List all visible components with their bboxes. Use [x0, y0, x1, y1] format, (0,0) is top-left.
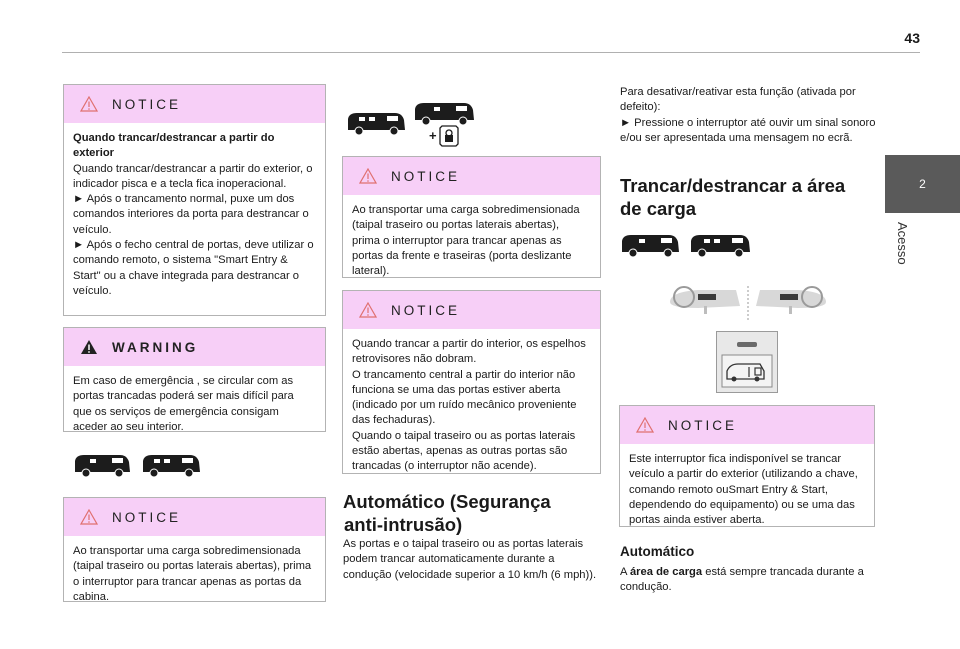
section-title-line: de carga: [620, 198, 697, 219]
lock-switch-icon: [428, 124, 460, 148]
notice-box-5: [619, 405, 875, 527]
van-icon: [345, 110, 407, 136]
intro-line: ► Pressione o interruptor até ouvir um sinal sonoro e/ou ser apresentada uma mensagem no ecrã.: [620, 116, 876, 144]
warning-box: [63, 327, 326, 432]
notice-title: NOTICE: [112, 509, 182, 525]
chapter-number: 2: [919, 177, 926, 191]
notice-line: O trancamento central a partir do interior não funciona se uma das portas estiver aberta (indicado por um ruído mecânico proveniente das fechaduras).: [352, 368, 577, 427]
section-body: [343, 537, 601, 583]
notice-text: Este interruptor fica indisponível se trancar veículo a partir do exterior (utilizando a chave, comando remoto ouSmart Entry & Start, dependendo do equipamento) ou se uma das portas ainda estiver aberta.: [629, 453, 858, 527]
header-rule: [62, 52, 920, 53]
warning-triangle-icon: [80, 339, 98, 355]
svg-text:+: +: [429, 128, 437, 143]
warning-triangle-icon: [359, 302, 377, 318]
section-title-line: Automático (Segurança: [343, 491, 551, 512]
warning-text: Em caso de emergência , se circular com as portas trancadas poderá ser mais difícil para que os serviços de emergência consigam aceder ao seu interior.: [73, 375, 294, 433]
subsection-title-automatic: Automático: [620, 544, 695, 559]
automatic-text-prefix: A: [620, 566, 630, 578]
chapter-label: [892, 222, 912, 292]
notice-line: ► Após o trancamento normal, puxe um dos comandos interiores da porta para destrancar o veículo.: [73, 193, 309, 236]
notice-header: [64, 498, 325, 536]
page-number: 43: [904, 30, 920, 46]
warning-header: [64, 328, 325, 366]
cargo-lock-switch-icon: [716, 331, 778, 393]
warning-triangle-icon: [636, 417, 654, 433]
dashboard-illustration: [668, 284, 828, 324]
notice-header: [64, 85, 325, 123]
van-icon: [619, 232, 681, 258]
notice-heading: Quando trancar/destrancar a partir do exterior: [73, 132, 275, 160]
van-icon: [688, 232, 752, 258]
notice-text: Ao transportar uma carga sobredimensionada (taipal traseiro ou portas laterais abertas), prima o interruptor para trancar apenas as portas da frente e traseiras (porta deslizante lateral).: [352, 204, 580, 278]
notice-line: Quando trancar/destrancar a partir do exterior, o indicador pisca e a tecla fica inoperacional.: [73, 162, 313, 190]
intro-text: [620, 85, 878, 146]
notice-header: [343, 291, 600, 329]
section-title-auto-security: [343, 490, 601, 536]
section-title-line: anti-intrusão): [344, 514, 463, 535]
warning-title: WARNING: [112, 339, 199, 355]
notice-header: [620, 406, 874, 444]
notice-header: [343, 157, 600, 195]
notice-title: NOTICE: [112, 96, 182, 112]
section-text: As portas e o taipal traseiro ou as portas laterais podem trancar automaticamente durante a condução (velocidade superior a 10 km/h (6 mph)).: [343, 538, 597, 581]
automatic-text: [620, 565, 876, 596]
van-icon: [72, 452, 132, 478]
van-icon: [412, 100, 476, 126]
chapter-label-text: Acesso: [895, 222, 910, 265]
notice-line: Quando o taipal traseiro ou as portas laterais estão abertas, apenas as outras portas são trancadas (o interruptor não acende).: [352, 429, 576, 473]
notice-line: ► Após o fecho central de portas, deve utilizar o comando remoto, o sistema "Smart Entry & Start" ou a chave integrada para destrancar o veículo.: [73, 239, 314, 297]
automatic-text-suffix: está sempre trancada durante a condução.: [620, 566, 864, 594]
warning-triangle-icon: [80, 509, 98, 525]
notice-box-2: [63, 497, 326, 602]
notice-box-3: [342, 156, 601, 278]
notice-box-1: [63, 84, 326, 316]
intro-line: Para desativar/reativar esta função (ativada por defeito):: [620, 86, 856, 114]
notice-title: NOTICE: [391, 168, 461, 184]
notice-text: Ao transportar uma carga sobredimensionada (taipal traseiro ou portas laterais abertas), prima o interruptor para trancar apenas as portas da cabina.: [73, 545, 312, 603]
notice-line: Quando trancar a partir do interior, os espelhos retrovisores não dobram.: [352, 338, 586, 366]
van-icon: [140, 452, 202, 478]
notice-title: NOTICE: [391, 302, 461, 318]
chapter-tab[interactable]: [885, 155, 960, 213]
automatic-text-bold: área de carga: [629, 566, 703, 578]
section-title-line: Trancar/destrancar a área: [620, 175, 846, 196]
warning-triangle-icon: [80, 96, 98, 112]
warning-triangle-icon: [359, 168, 377, 184]
section-title-cargo: [620, 174, 880, 220]
notice-title: NOTICE: [668, 417, 738, 433]
notice-box-4: [342, 290, 601, 474]
